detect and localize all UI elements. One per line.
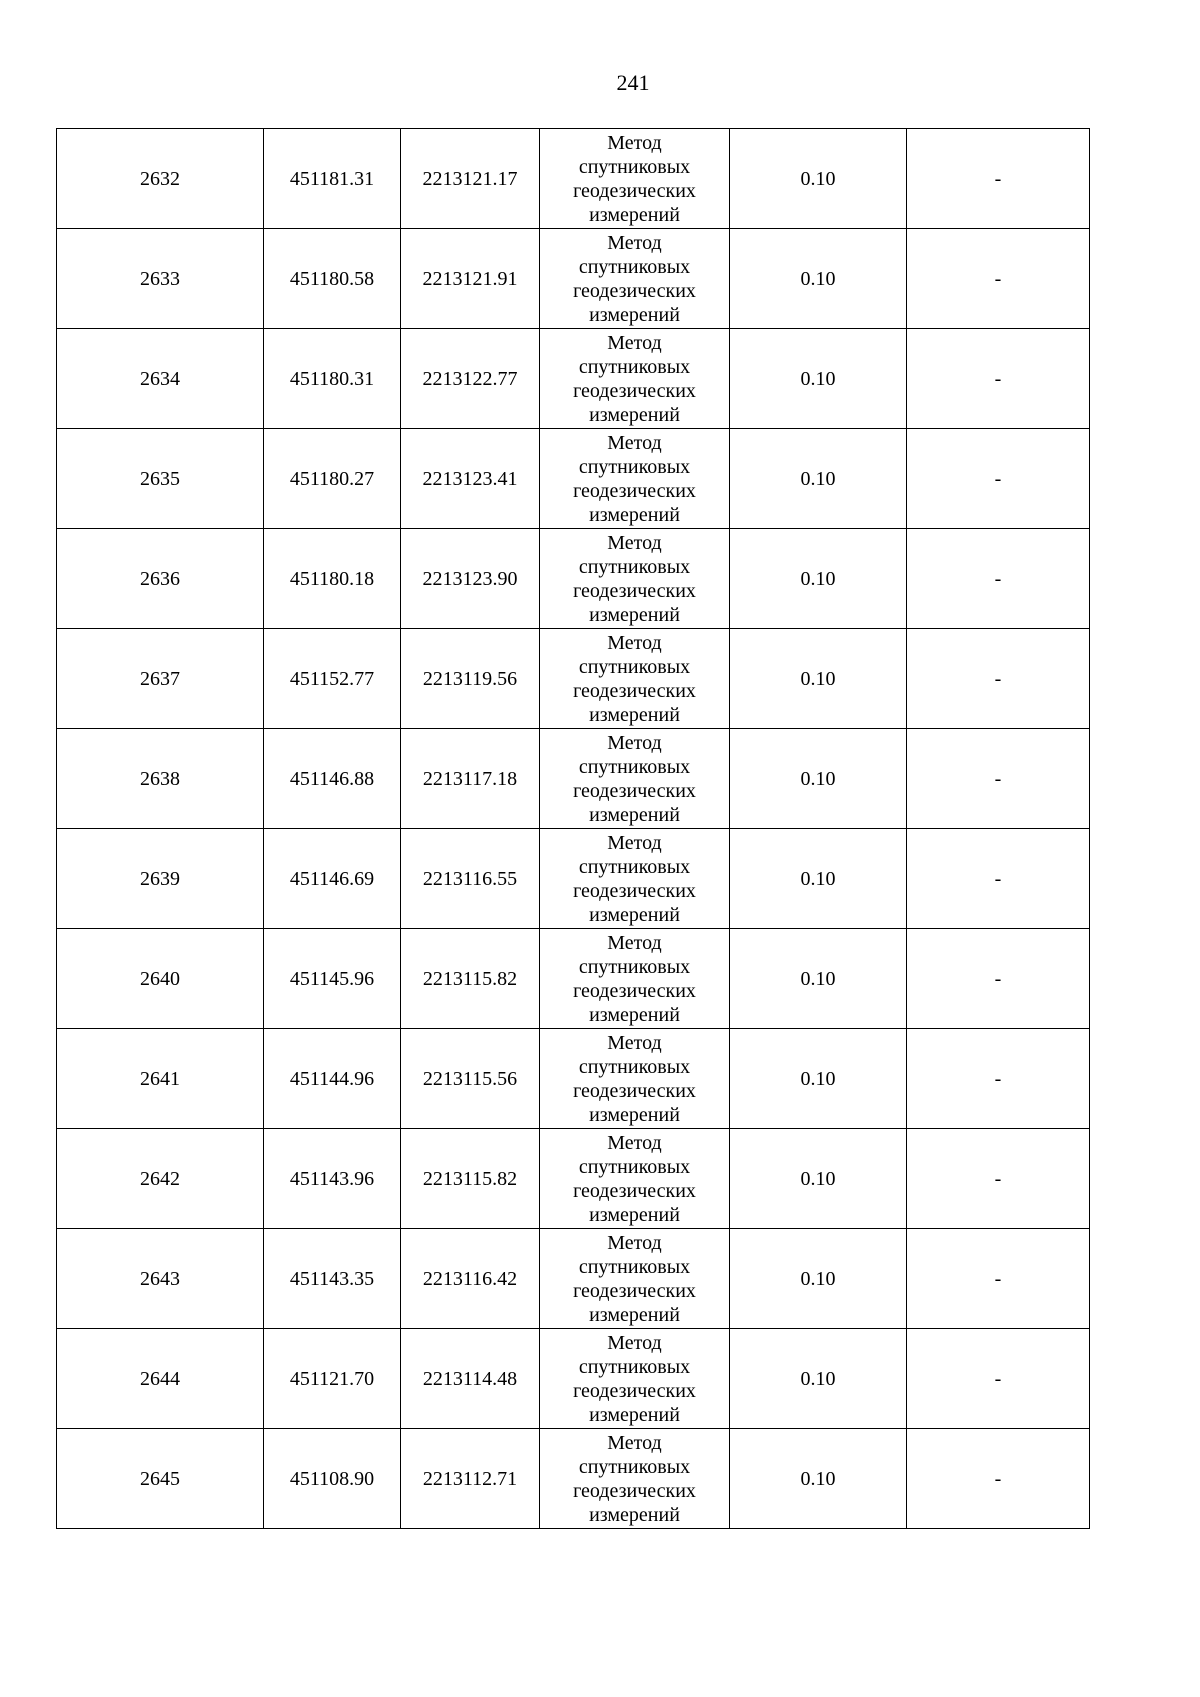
x-coordinate-cell: 451144.96 (264, 1029, 401, 1129)
point-number-cell: 2635 (57, 429, 264, 529)
method-text-line: Метод (607, 431, 662, 454)
method-text-line: спутниковых (578, 155, 691, 178)
method-text-line: измерений (589, 803, 680, 826)
accuracy-cell: 0.10 (730, 429, 907, 529)
x-coordinate-cell: 451180.27 (264, 429, 401, 529)
method-text-line: Метод (607, 1431, 662, 1454)
method-text-line: геодезических (573, 679, 696, 702)
x-coordinate-cell: 451145.96 (264, 929, 401, 1029)
method-text-line: спутниковых (578, 555, 691, 578)
y-coordinate-cell: 2213114.48 (401, 1329, 540, 1429)
point-number-cell: 2640 (57, 929, 264, 1029)
point-number-cell: 2643 (57, 1229, 264, 1329)
method-cell (540, 829, 730, 929)
method-text-line: геодезических (573, 979, 696, 1002)
x-coordinate-cell: 451180.58 (264, 229, 401, 329)
method-text-line: Метод (607, 231, 662, 254)
method-text-line: спутниковых (578, 755, 691, 778)
y-coordinate-cell: 2213123.90 (401, 529, 540, 629)
table-row (57, 1029, 1090, 1129)
method-text-line: геодезических (573, 879, 696, 902)
table-row (57, 829, 1090, 929)
x-coordinate-cell: 451146.88 (264, 729, 401, 829)
method-text-line: спутниковых (578, 1455, 691, 1478)
description-cell: - (907, 429, 1090, 529)
accuracy-cell: 0.10 (730, 129, 907, 229)
table-row (57, 629, 1090, 729)
point-number-cell: 2644 (57, 1329, 264, 1429)
method-text-line: Метод (607, 831, 662, 854)
table-row (57, 129, 1090, 229)
description-cell: - (907, 1229, 1090, 1329)
point-number-cell: 2637 (57, 629, 264, 729)
y-coordinate-cell: 2213121.17 (401, 129, 540, 229)
table-row (57, 1129, 1090, 1229)
method-text-line: измерений (589, 1303, 680, 1326)
method-text-line: Метод (607, 1131, 662, 1154)
point-number-cell: 2641 (57, 1029, 264, 1129)
method-text-line: Метод (607, 631, 662, 654)
method-cell (540, 1029, 730, 1129)
point-number-cell: 2645 (57, 1429, 264, 1529)
method-text-line: спутниковых (578, 655, 691, 678)
page-number: 241 (616, 70, 650, 95)
method-cell (540, 129, 730, 229)
method-text-line: измерений (589, 303, 680, 326)
method-text-line: Метод (607, 1231, 662, 1254)
method-cell (540, 1229, 730, 1329)
method-cell (540, 629, 730, 729)
y-coordinate-cell: 2213117.18 (401, 729, 540, 829)
method-cell (540, 1429, 730, 1529)
method-text-line: спутниковых (578, 1355, 691, 1378)
method-cell (540, 529, 730, 629)
table-row (57, 929, 1090, 1029)
method-text-line: геодезических (573, 1379, 696, 1402)
y-coordinate-cell: 2213121.91 (401, 229, 540, 329)
method-cell (540, 429, 730, 529)
method-text-line: Метод (607, 931, 662, 954)
description-cell: - (907, 1129, 1090, 1229)
method-text-line: Метод (607, 1031, 662, 1054)
description-cell: - (907, 929, 1090, 1029)
x-coordinate-cell: 451180.18 (264, 529, 401, 629)
table-row (57, 529, 1090, 629)
description-cell: - (907, 129, 1090, 229)
description-cell: - (907, 529, 1090, 629)
point-number-cell: 2638 (57, 729, 264, 829)
table-row (57, 729, 1090, 829)
method-cell (540, 1329, 730, 1429)
x-coordinate-cell: 451146.69 (264, 829, 401, 929)
accuracy-cell: 0.10 (730, 929, 907, 1029)
accuracy-cell: 0.10 (730, 629, 907, 729)
method-text-line: спутниковых (578, 355, 691, 378)
coordinates-table (56, 128, 1090, 1529)
x-coordinate-cell: 451180.31 (264, 329, 401, 429)
method-text-line: спутниковых (578, 455, 691, 478)
method-text-line: геодезических (573, 1179, 696, 1202)
method-text-line: спутниковых (578, 955, 691, 978)
method-cell (540, 729, 730, 829)
y-coordinate-cell: 2213116.55 (401, 829, 540, 929)
table-row (57, 1229, 1090, 1329)
method-text-line: спутниковых (578, 1055, 691, 1078)
method-text-line: Метод (607, 131, 662, 154)
accuracy-cell: 0.10 (730, 729, 907, 829)
method-text-line: измерений (589, 1503, 680, 1526)
method-text-line: спутниковых (578, 855, 691, 878)
y-coordinate-cell: 2213115.82 (401, 1129, 540, 1229)
method-text-line: Метод (607, 731, 662, 754)
description-cell: - (907, 629, 1090, 729)
description-cell: - (907, 229, 1090, 329)
description-cell: - (907, 829, 1090, 929)
method-text-line: геодезических (573, 379, 696, 402)
method-text-line: измерений (589, 403, 680, 426)
method-text-line: спутниковых (578, 255, 691, 278)
point-number-cell: 2642 (57, 1129, 264, 1229)
point-number-cell: 2639 (57, 829, 264, 929)
point-number-cell: 2636 (57, 529, 264, 629)
method-cell (540, 1129, 730, 1229)
accuracy-cell: 0.10 (730, 1129, 907, 1229)
method-text-line: геодезических (573, 1479, 696, 1502)
method-cell (540, 329, 730, 429)
method-cell (540, 929, 730, 1029)
method-text-line: геодезических (573, 279, 696, 302)
method-text-line: геодезических (573, 1279, 696, 1302)
method-text-line: геодезических (573, 479, 696, 502)
x-coordinate-cell: 451143.96 (264, 1129, 401, 1229)
method-text-line: геодезических (573, 779, 696, 802)
table-row (57, 429, 1090, 529)
accuracy-cell: 0.10 (730, 329, 907, 429)
description-cell: - (907, 1029, 1090, 1129)
x-coordinate-cell: 451152.77 (264, 629, 401, 729)
point-number-cell: 2634 (57, 329, 264, 429)
point-number-cell: 2632 (57, 129, 264, 229)
accuracy-cell: 0.10 (730, 1229, 907, 1329)
y-coordinate-cell: 2213112.71 (401, 1429, 540, 1529)
method-text-line: Метод (607, 331, 662, 354)
table-row (57, 329, 1090, 429)
table-row (57, 1429, 1090, 1529)
method-text-line: геодезических (573, 179, 696, 202)
description-cell: - (907, 1329, 1090, 1429)
description-cell: - (907, 729, 1090, 829)
accuracy-cell: 0.10 (730, 529, 907, 629)
y-coordinate-cell: 2213123.41 (401, 429, 540, 529)
x-coordinate-cell: 451143.35 (264, 1229, 401, 1329)
method-text-line: геодезических (573, 1079, 696, 1102)
accuracy-cell: 0.10 (730, 1329, 907, 1429)
method-text-line: измерений (589, 903, 680, 926)
method-text-line: Метод (607, 531, 662, 554)
method-text-line: измерений (589, 503, 680, 526)
method-cell (540, 229, 730, 329)
method-text-line: измерений (589, 203, 680, 226)
method-text-line: спутниковых (578, 1155, 691, 1178)
description-cell: - (907, 1429, 1090, 1529)
method-text-line: измерений (589, 1203, 680, 1226)
method-text-line: измерений (589, 703, 680, 726)
x-coordinate-cell: 451181.31 (264, 129, 401, 229)
y-coordinate-cell: 2213115.82 (401, 929, 540, 1029)
table-body (57, 129, 1090, 1529)
y-coordinate-cell: 2213116.42 (401, 1229, 540, 1329)
accuracy-cell: 0.10 (730, 1029, 907, 1129)
method-text-line: спутниковых (578, 1255, 691, 1278)
accuracy-cell: 0.10 (730, 1429, 907, 1529)
method-text-line: измерений (589, 1003, 680, 1026)
method-text-line: измерений (589, 1403, 680, 1426)
accuracy-cell: 0.10 (730, 229, 907, 329)
y-coordinate-cell: 2213115.56 (401, 1029, 540, 1129)
y-coordinate-cell: 2213119.56 (401, 629, 540, 729)
method-text-line: измерений (589, 603, 680, 626)
accuracy-cell: 0.10 (730, 829, 907, 929)
point-number-cell: 2633 (57, 229, 264, 329)
method-text-line: Метод (607, 1331, 662, 1354)
method-text-line: измерений (589, 1103, 680, 1126)
y-coordinate-cell: 2213122.77 (401, 329, 540, 429)
table-row (57, 229, 1090, 329)
table-row (57, 1329, 1090, 1429)
x-coordinate-cell: 451108.90 (264, 1429, 401, 1529)
description-cell: - (907, 329, 1090, 429)
method-text-line: геодезических (573, 579, 696, 602)
x-coordinate-cell: 451121.70 (264, 1329, 401, 1429)
